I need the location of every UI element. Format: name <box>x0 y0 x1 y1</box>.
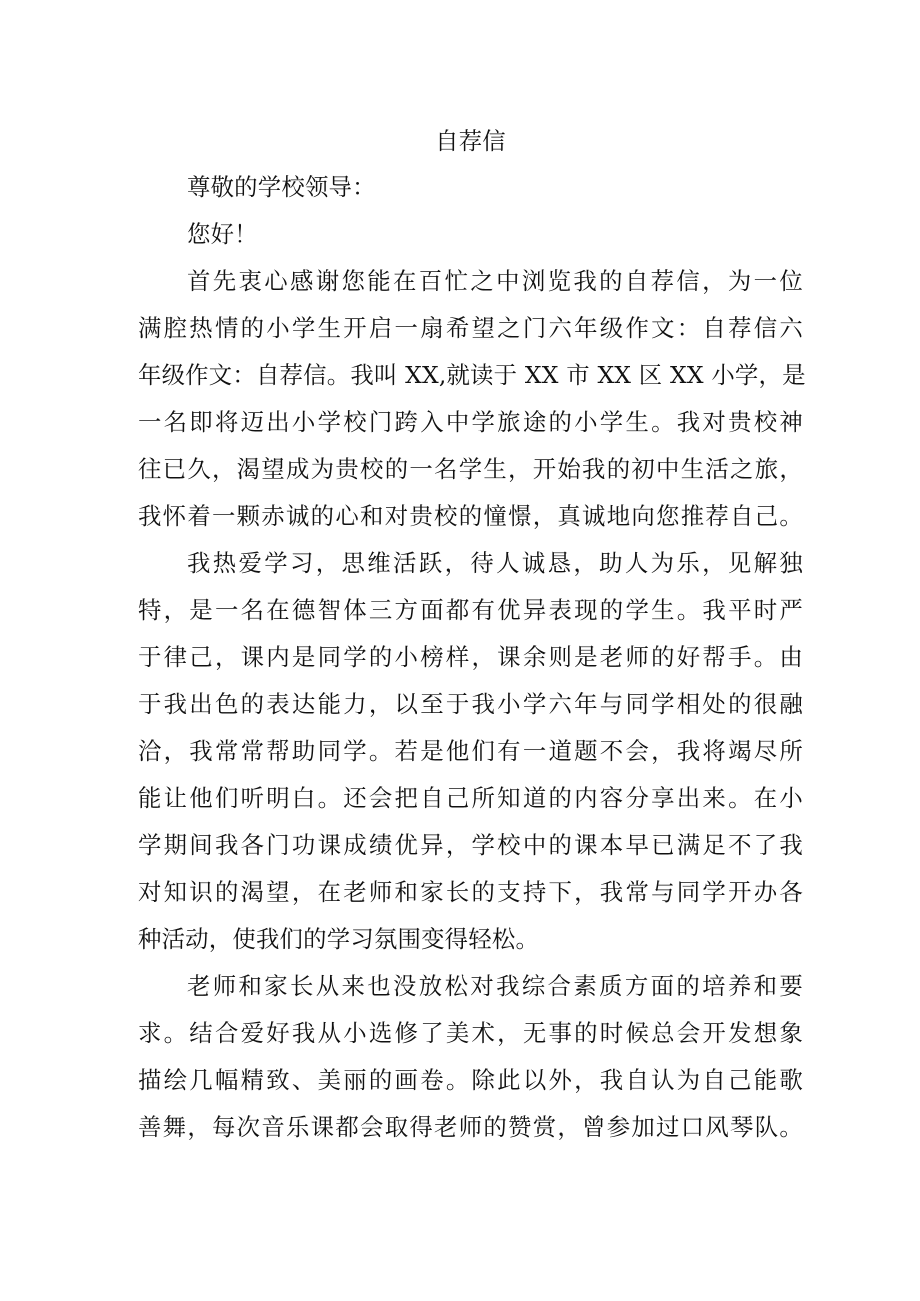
paragraph-line: 对知识的渴望，在老师和家长的支持下，我常与同学开办各 <box>138 878 803 906</box>
paragraph-3 <box>138 963 803 1151</box>
paragraph-line: 我热爱学习，思维活跃，待人诚恳，助人为乐，见解独 <box>187 549 803 577</box>
paragraph-line: 满腔热情的小学生开启一扇希望之门六年级作文：自荐信六 <box>138 314 803 342</box>
paragraph-line: 种活动，使我们的学习氛围变得轻松。 <box>138 925 540 953</box>
paragraph-line: 学期间我各门功课成绩优异，学校中的课本早已满足不了我 <box>138 831 803 859</box>
paragraph-line: 求。结合爱好我从小选修了美术，无事的时候总会开发想象 <box>138 1019 803 1047</box>
paragraph-2 <box>138 540 803 963</box>
paragraph-line: 首先衷心感谢您能在百忙之中浏览我的自荐信，为一位 <box>187 267 803 295</box>
paragraph-line: 于律己，课内是同学的小榜样，课余则是老师的好帮手。由 <box>138 643 803 671</box>
paragraph-line: 一名即将迈出小学校门跨入中学旅途的小学生。我对贵校神 <box>138 408 803 436</box>
paragraph-line: 于我出色的表达能力，以至于我小学六年与同学相处的很融 <box>138 690 803 718</box>
letter-page <box>138 118 806 1151</box>
paragraph-line: 年级作文：自荐信。我叫 XX,就读于 XX 市 XX 区 XX 小学，是 <box>138 361 806 389</box>
letter-title: 自荐信 <box>435 127 506 155</box>
paragraph-line: 老师和家长从来也没放松对我综合素质方面的培养和要 <box>187 972 803 1000</box>
paragraph-line: 能让他们听明白。还会把自己所知道的内容分享出来。在小 <box>138 784 803 812</box>
paragraph-line: 善舞，每次音乐课都会取得老师的赞赏，曾参加过口风琴队。 <box>138 1113 803 1141</box>
greeting: 您好！ <box>187 220 258 248</box>
salutation: 尊敬的学校领导： <box>187 173 376 201</box>
paragraph-line: 描绘几幅精致、美丽的画卷。除此以外，我自认为自己能歌 <box>138 1066 803 1094</box>
paragraph-1 <box>138 258 806 540</box>
paragraph-line: 特，是一名在德智体三方面都有优异表现的学生。我平时严 <box>138 596 803 624</box>
paragraph-line: 往已久，渴望成为贵校的一名学生，开始我的初中生活之旅， <box>138 455 803 483</box>
paragraph-line: 洽，我常常帮助同学。若是他们有一道题不会，我将竭尽所 <box>138 737 803 765</box>
paragraph-line: 我怀着一颗赤诚的心和对贵校的憧憬，真诚地向您推荐自己。 <box>138 502 803 530</box>
